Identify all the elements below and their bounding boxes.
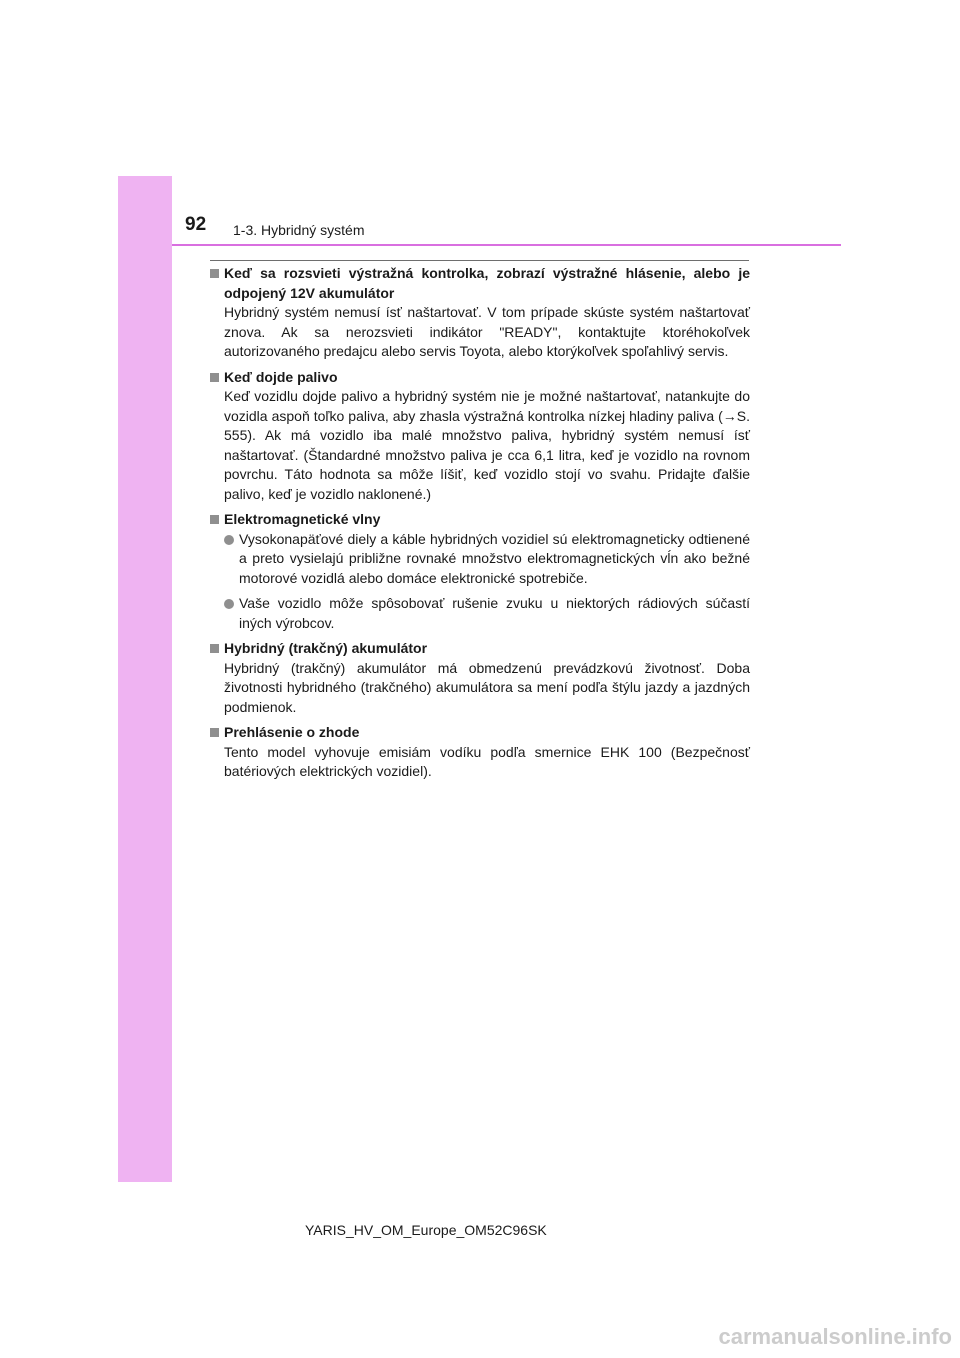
watermark: carmanualsonline.info [718, 1324, 952, 1349]
section-divider [210, 260, 749, 261]
section-title: Keď sa rozsvieti výstražná kontrolka, zobrazí výstražné hlásenie, alebo je odpojený 12V akumulátor [224, 265, 750, 301]
list-item [224, 594, 750, 633]
document-code: YARIS_HV_OM_Europe_OM52C96SK [305, 1222, 547, 1238]
section-electromagnetic-waves [210, 510, 750, 633]
square-bullet-icon [210, 644, 219, 653]
section-heading [210, 723, 750, 743]
section-body: Tento model vyhovuje emisiám vodíku podľa smernice EHK 100 (Bezpečnosť batériových elektrických vozidiel). [224, 743, 750, 779]
section-heading [210, 639, 750, 659]
chapter-title: 1-3. Hybridný systém [233, 222, 365, 238]
section-heading [210, 264, 750, 303]
section-title: Prehlásenie o zhode [224, 724, 360, 740]
section-traction-battery [210, 639, 750, 717]
list-item-text: Vysokonapäťové diely a káble hybridných vozidiel sú elektromagneticky odtienené a preto vysielajú približne rovnaké množstvo elektromagnetických vĺn ako bežné motorové vozidlá alebo domáce elektronické spotrebiče. [239, 530, 750, 586]
section-title: Keď dojde palivo [224, 368, 338, 385]
page-number: 92 [185, 214, 207, 235]
square-bullet-icon [210, 269, 219, 278]
section-warning-light [210, 264, 750, 362]
page-content [210, 264, 750, 788]
header-rule [172, 244, 841, 246]
section-declaration-of-conformity [210, 723, 750, 782]
list-item-text: Vaše vozidlo môže spôsobovať rušenie zvuku u niektorých rádiových súčastí iných výrobcov. [239, 595, 750, 631]
circle-bullet-icon [224, 535, 234, 545]
section-body: Hybridný (trakčný) akumulátor má obmedzenú prevádzkovú životnosť. Doba životnosti hybridného (trakčného) akumulátora sa mení podľa štýlu jazdy a jazdných podmienok. [224, 659, 750, 715]
section-out-of-fuel [210, 368, 750, 505]
square-bullet-icon [210, 728, 219, 737]
square-bullet-icon [210, 373, 219, 382]
list-item [224, 530, 750, 589]
section-body: Keď vozidlu dojde palivo a hybridný systém nie je možné naštartovať, natankujte do vozidla aspoň toľko paliva, aby zhasla výstražná kontrolka nízkej hladiny paliva (→S. 555). Ak má vozidlo iba malé množstvo paliva, hybridný systém nemusí ísť naštartovať. (Štandardné množstvo paliva je cca 6,1 litra, keď je vozidlo na rovnom povrchu. Táto hodnota sa môže líšiť, keď vozidlo stojí vo svahu. Pridajte ďalšie palivo, keď je vozidlo naklonené.) [224, 388, 750, 502]
circle-bullet-icon [224, 599, 234, 609]
chapter-side-band [118, 176, 172, 1182]
section-body: Hybridný systém nemusí ísť naštartovať. V tom prípade skúste systém naštartovať znova. Ak sa nerozsvieti indikátor "READY", kontaktujte ktoréhokoľvek autorizovaného predajcu alebo servis Toyota, alebo ktorýkoľvek spoľahlivý servis. [224, 304, 750, 359]
square-bullet-icon [210, 515, 219, 524]
section-heading [210, 510, 750, 530]
section-title: Hybridný (trakčný) akumulátor [224, 640, 428, 656]
section-title: Elektromagnetické vlny [224, 511, 381, 527]
section-heading [210, 368, 750, 388]
